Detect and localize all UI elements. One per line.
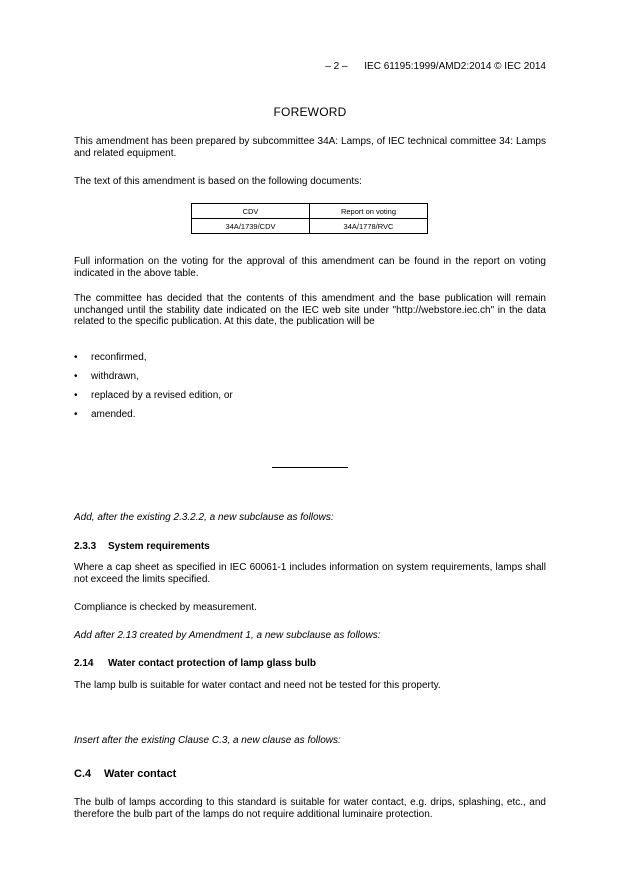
subclause-heading-2-3-3 <box>74 541 210 552</box>
amendment-instruction-2: Add after 2.13 created by Amendment 1, a new subclause as follows: <box>74 630 381 641</box>
voting-documents-table <box>191 203 428 234</box>
foreword-paragraph-3: Full information on the voting for the approval of this amendment can be found in the report on voting indicated in the above table. <box>74 256 546 279</box>
list-item <box>74 390 233 409</box>
heading-title: Water contact protection of lamp glass bulb <box>108 658 316 669</box>
bullet-icon: • <box>74 390 78 401</box>
heading-number: C.4 <box>74 768 92 780</box>
table-cell-cdv: 34A/1739/CDV <box>192 219 310 234</box>
heading-title: Water contact <box>104 768 177 780</box>
heading-number: 2.3.3 <box>74 541 97 552</box>
table-cell-rvc: 34A/1778/RVC <box>310 219 428 234</box>
bullet-icon: • <box>74 409 78 420</box>
page-header: – 2 – IEC 61195:1999/AMD2:2014 © IEC 2014 <box>325 61 546 72</box>
list-item <box>74 352 233 371</box>
foreword-paragraph-2: The text of this amendment is based on the following documents: <box>74 176 362 187</box>
heading-number: 2.14 <box>74 658 94 669</box>
foreword-title: FOREWORD <box>273 105 347 119</box>
subclause-2-3-3-paragraph-2: Compliance is checked by measurement. <box>74 602 257 613</box>
table-header-cdv: CDV <box>192 204 310 219</box>
clause-c-4-paragraph-1: The bulb of lamps according to this standard is suitable for water contact, e.g. drips, splashing, etc., and therefore the bulb part of the lamps do not require additional luminaire protection. <box>74 797 546 820</box>
amendment-instruction-3: Insert after the existing Clause C.3, a new clause as follows: <box>74 735 341 746</box>
amendment-instruction-1: Add, after the existing 2.3.2.2, a new subclause as follows: <box>74 512 334 523</box>
table-row <box>192 219 428 234</box>
clause-heading-c-4 <box>74 768 176 780</box>
list-item <box>74 409 233 428</box>
bullet-icon: • <box>74 371 78 382</box>
section-divider <box>272 467 348 468</box>
subclause-2-14-paragraph-1: The lamp bulb is suitable for water contact and need not be tested for this property. <box>74 680 441 691</box>
list-item-text: amended. <box>91 409 136 420</box>
list-item-text: withdrawn, <box>91 371 139 382</box>
subclause-heading-2-14 <box>74 658 316 669</box>
table-header-row <box>192 204 428 219</box>
list-item <box>74 371 233 390</box>
foreword-paragraph-4: The committee has decided that the contents of this amendment and the base publication will remain unchanged until the stability date indicated on the IEC web site under "http://webstore.iec.ch" in the data related to the specific publication. At this date, the publication will be <box>74 293 546 327</box>
bullet-icon: • <box>74 352 78 363</box>
list-item-text: reconfirmed, <box>91 352 147 363</box>
heading-title: System requirements <box>108 541 210 552</box>
subclause-2-3-3-paragraph-1: Where a cap sheet as specified in IEC 60061-1 includes information on system requirements, lamps shall not exceed the limits specified. <box>74 562 546 585</box>
table-header-report: Report on voting <box>310 204 428 219</box>
foreword-paragraph-1: This amendment has been prepared by subcommittee 34A: Lamps, of IEC technical committee 34: Lamps and related equipment. <box>74 136 546 159</box>
list-item-text: replaced by a revised edition, or <box>91 390 233 401</box>
publication-status-list <box>74 352 233 428</box>
